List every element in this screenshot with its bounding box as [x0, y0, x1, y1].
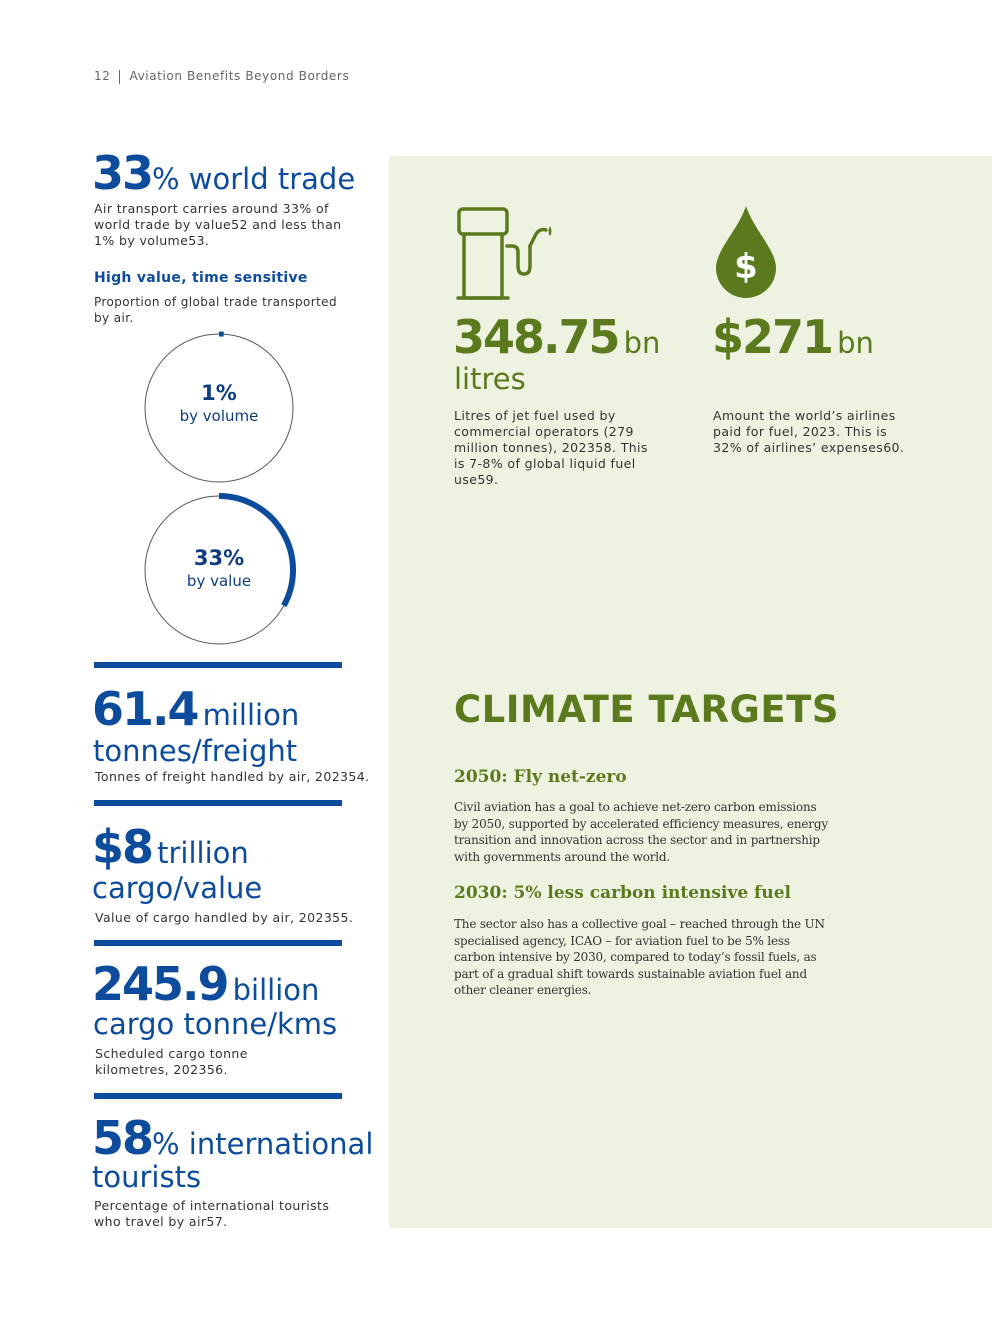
volume-label: by volume — [179, 407, 259, 425]
tourists-stat — [92, 1111, 373, 1165]
fuel-cost-unit: bn — [837, 326, 874, 360]
world-trade-description: Air transport carries around 33% of world trade by value52 and less than 1% by volume53. — [94, 201, 342, 248]
cargo-value-unit: trillion — [157, 836, 249, 870]
cargo-tonne-unit-line2: cargo tonne/kms — [93, 1007, 338, 1041]
dollar-sign-icon: $ — [734, 247, 758, 287]
tourists-value: 58 — [92, 1111, 153, 1165]
freight-stat — [92, 682, 299, 736]
cargo-value-unit-line2: cargo/value — [92, 871, 263, 905]
cargo-value-description: Value of cargo handled by air, 202355. — [95, 910, 354, 925]
fuel-description: Litres of jet fuel used by commercial operators (279 million tonnes), 202358. This is 7-8% of global liquid fuel use59. — [454, 408, 648, 487]
cargo-tonne-description: Scheduled cargo tonne kilometres, 202356. — [95, 1046, 248, 1077]
tourists-unit-line2: tourists — [92, 1160, 202, 1194]
target-2030-text: The sector also has a collective goal – reached through the UN specialised agency, ICAO – for aviation fuel to be 5% less carbon intensive by 2030, compared to today’s fossil fuels, as part of a gradual shift towards sustainable aviation fuel and other cleaner energies. — [454, 917, 825, 997]
document-title: Aviation Benefits Beyond Borders — [129, 69, 350, 83]
fuel-unit: bn — [623, 326, 661, 360]
target-2050-heading: 2050: Fly net-zero — [454, 767, 627, 787]
cargo-tonne-stat — [92, 957, 319, 1011]
world-trade-stat — [92, 146, 355, 200]
section-divider — [94, 1093, 342, 1099]
fuel-unit-line2: litres — [454, 362, 526, 396]
fuel-drop-icon — [714, 204, 778, 300]
section-divider — [94, 800, 342, 806]
target-2050-text: Civil aviation has a goal to achieve net-zero carbon emissions by 2050, supported by accelerated efficiency measures, energy transition and innovation across the sector and in partnership with governments around the world. — [454, 800, 828, 864]
freight-value: 61.4 — [92, 682, 198, 736]
freight-unit-line2: tonnes/freight — [93, 734, 298, 768]
climate-title: CLIMATE TARGETS — [454, 688, 839, 731]
value-label: by value — [186, 572, 252, 590]
section-divider — [94, 940, 342, 946]
freight-description: Tonnes of freight handled by air, 202354. — [95, 769, 370, 784]
world-trade-subheading: High value, time sensitive — [94, 270, 308, 286]
cargo-value-value: $8 — [92, 820, 153, 874]
fuel-stat — [453, 310, 660, 364]
tourists-description: Percentage of international tourists who travel by air57. — [94, 1198, 330, 1229]
world-trade-subtext: Proportion of global trade transported by air. — [94, 295, 337, 325]
volume-pct: 1% — [201, 381, 237, 405]
section-divider — [94, 662, 342, 668]
world-trade-unit: % world trade — [152, 162, 356, 196]
fuel-cost-value: $271 — [712, 310, 833, 364]
fuel-cost-description: Amount the world’s airlines paid for fuel, 2023. This is 32% of airlines’ expenses60. — [713, 408, 905, 455]
volume-ring-label — [144, 381, 294, 425]
fuel-pump-icon — [456, 206, 556, 302]
cargo-value-stat — [92, 820, 249, 874]
header-divider — [119, 70, 120, 84]
target-2030-heading: 2030: 5% less carbon intensive fuel — [454, 883, 792, 903]
value-ring-label — [144, 546, 294, 590]
fuel-value: 348.75 — [453, 310, 619, 364]
page-header — [94, 69, 349, 84]
cargo-tonne-value: 245.9 — [92, 957, 228, 1011]
freight-unit: million — [202, 698, 300, 732]
tourists-unit: % international — [152, 1127, 374, 1161]
world-trade-value: 33 — [92, 146, 153, 200]
cargo-tonne-unit: billion — [232, 973, 320, 1007]
value-pct: 33% — [193, 546, 245, 570]
page-number: 12 — [94, 69, 111, 83]
fuel-cost-stat — [712, 310, 874, 364]
